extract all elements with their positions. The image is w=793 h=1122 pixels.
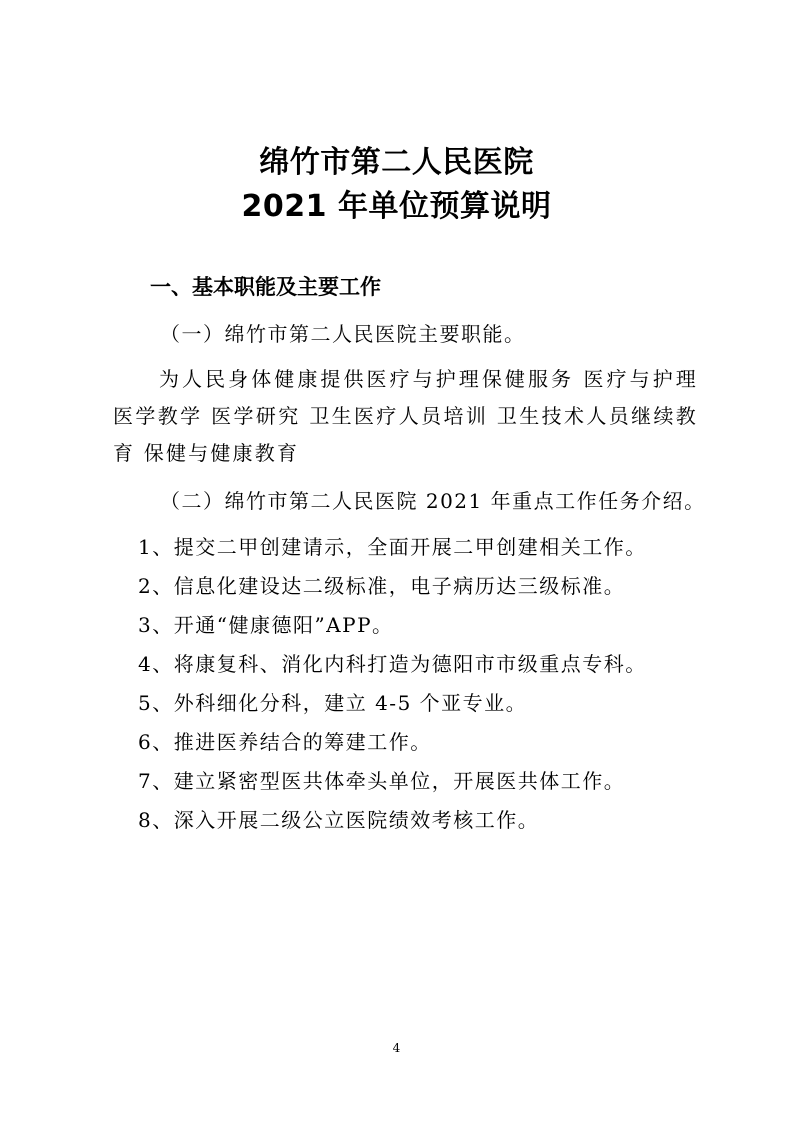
subsection-heading-main-functions: （一）绵竹市第二人民医院主要职能。 <box>160 322 526 346</box>
page-number: 4 <box>392 1041 401 1055</box>
list-item: 2、信息化建设达二级标准，电子病历达三级标准。 <box>138 574 626 598</box>
section-heading-basic-functions: 一、基本职能及主要工作 <box>150 275 381 299</box>
document-title-line-2: 2021 年单位预算说明 <box>241 189 552 224</box>
list-item: 6、推进医养结合的筹建工作。 <box>138 730 432 754</box>
key-task-list <box>138 528 647 840</box>
list-item: 8、深入开展二级公立医院绩效考核工作。 <box>138 808 540 832</box>
subsection-heading-key-tasks: （二）绵竹市第二人民医院 2021 年重点工作任务介绍。 <box>160 489 706 513</box>
list-item: 1、提交二甲创建请示，全面开展二甲创建相关工作。 <box>138 535 647 559</box>
list-item: 4、将康复科、消化内科打造为德阳市市级重点专科。 <box>138 652 647 676</box>
list-item: 7、建立紧密型医共体牵头单位，开展医共体工作。 <box>138 769 626 793</box>
list-item: 5、外科细化分科，建立 4-5 个亚专业。 <box>138 691 528 715</box>
functions-paragraph: 为人民身体健康提供医疗与护理保健服务 医疗与护理 医学教学 医学研究 卫生医疗人员培训 卫生技术人员继续教育 保健与健康教育 <box>113 367 698 465</box>
list-item: 3、开通“健康德阳”APP。 <box>138 613 394 637</box>
document-title-line-1: 绵竹市第二人民医院 <box>259 145 534 180</box>
